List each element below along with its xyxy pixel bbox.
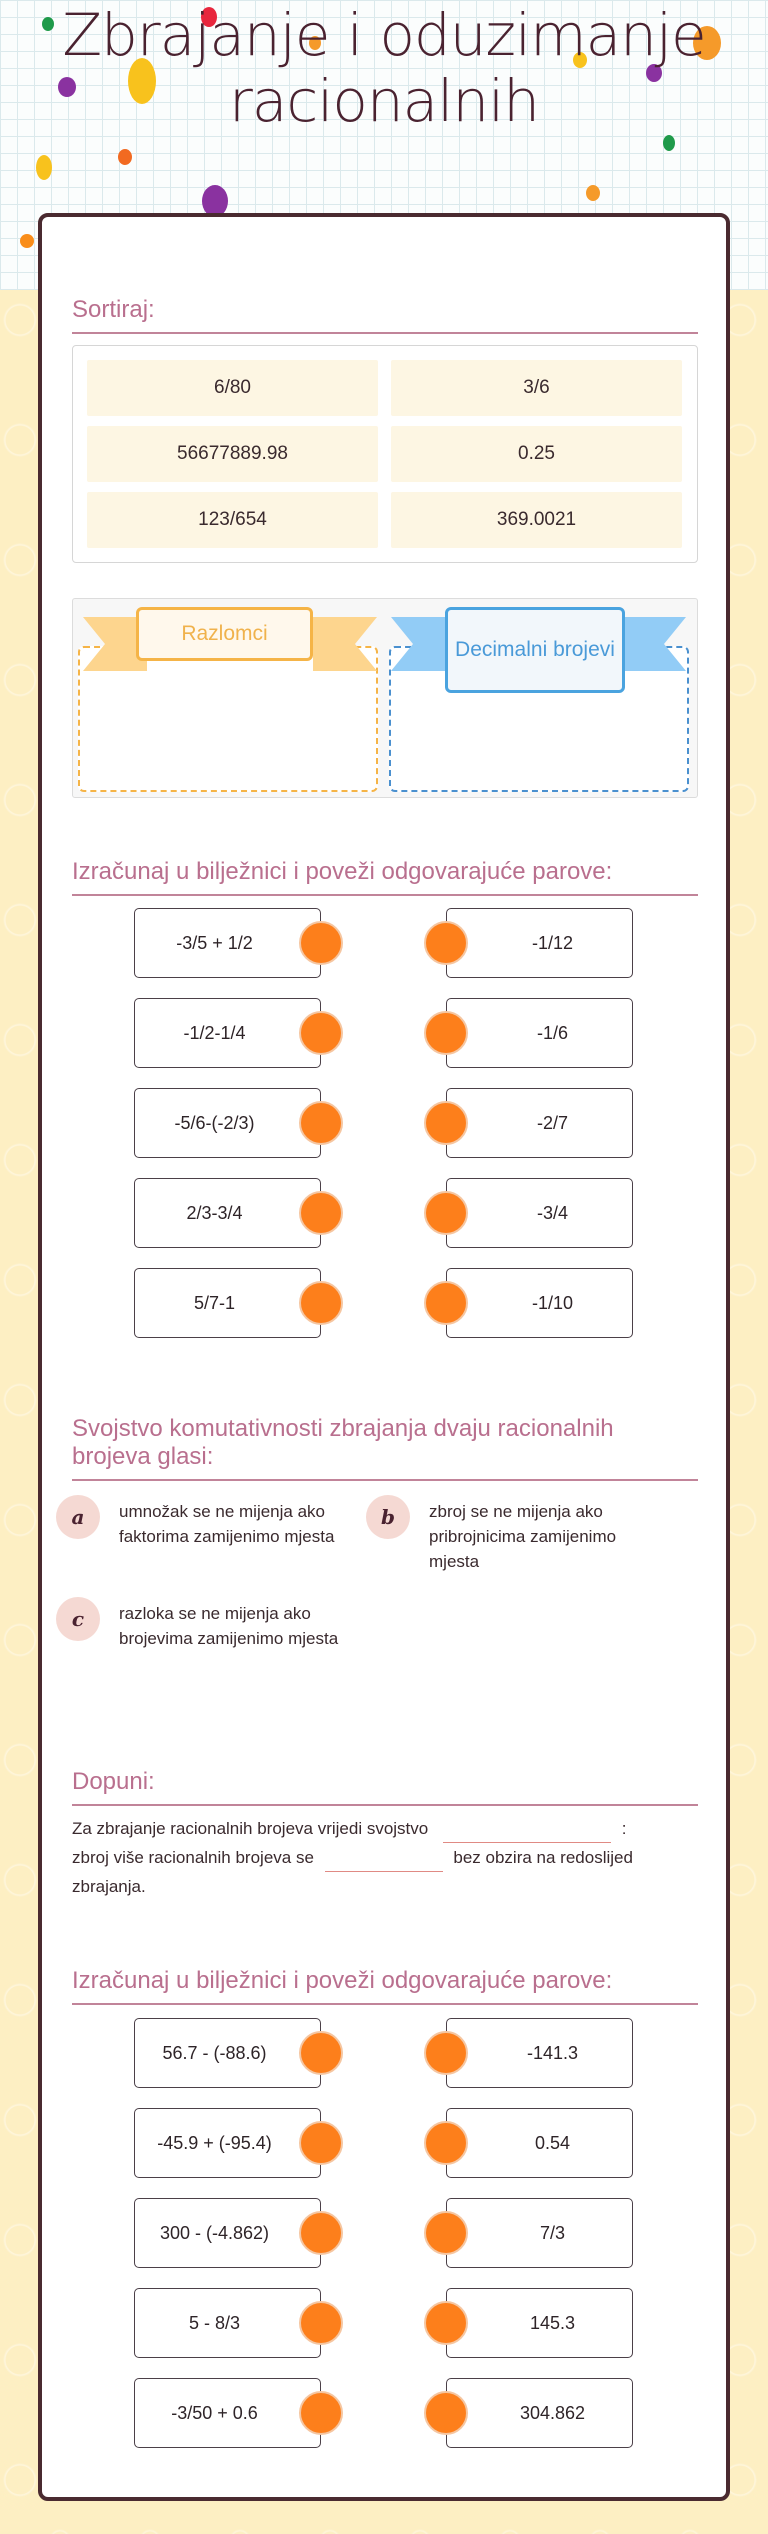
paint-splat-decoration bbox=[663, 135, 675, 151]
match-label: 0.54 bbox=[534, 2132, 571, 2153]
match-left-item[interactable] bbox=[134, 2378, 321, 2448]
connector-dot[interactable] bbox=[424, 2391, 468, 2435]
fill-blank-1[interactable] bbox=[443, 1819, 611, 1843]
worksheet-card bbox=[38, 213, 730, 2501]
connector-dot[interactable] bbox=[424, 1281, 468, 1325]
match-label: 7/3 bbox=[539, 2222, 566, 2243]
match-label: -1/2-1/4 bbox=[183, 1022, 246, 1043]
match-left-item[interactable] bbox=[134, 998, 321, 1068]
connector-dot[interactable] bbox=[424, 2301, 468, 2345]
match-left-item[interactable] bbox=[134, 1268, 321, 1338]
option-letter-badge: c bbox=[56, 1597, 100, 1641]
connector-dot[interactable] bbox=[299, 2031, 343, 2075]
sort-item[interactable]: 6/80 bbox=[87, 360, 378, 416]
match-right-item[interactable] bbox=[446, 908, 633, 978]
match-right-item[interactable] bbox=[446, 2288, 633, 2358]
connector-dot[interactable] bbox=[299, 1011, 343, 1055]
sort-item[interactable]: 369.0021 bbox=[391, 492, 682, 548]
match-label: -45.9 + (-95.4) bbox=[157, 2132, 272, 2153]
match-label: 304.862 bbox=[519, 2402, 586, 2423]
mcq-option-c[interactable] bbox=[56, 1597, 356, 1651]
match-right-item[interactable] bbox=[446, 2018, 633, 2088]
sort-items-pool bbox=[72, 345, 698, 563]
category-area bbox=[72, 598, 698, 798]
match-right-item[interactable] bbox=[446, 998, 633, 1068]
page-title: Zbrajanje i oduzimanje racionalnih bbox=[62, 1, 706, 135]
match-label: -1/12 bbox=[531, 932, 574, 953]
fill-text-part: : bbox=[621, 1819, 627, 1838]
match-left-item[interactable] bbox=[134, 1178, 321, 1248]
match-left-item[interactable] bbox=[134, 2288, 321, 2358]
connector-dot[interactable] bbox=[424, 2031, 468, 2075]
connector-dot[interactable] bbox=[299, 1191, 343, 1235]
match-left-item[interactable] bbox=[134, 908, 321, 978]
section-title-match-1: Izračunaj u bilježnici i poveži odgovarajuće parove: bbox=[72, 858, 698, 896]
option-letter-badge: a bbox=[56, 1495, 100, 1539]
match-label: 145.3 bbox=[529, 2312, 576, 2333]
match-label: 2/3-3/4 bbox=[186, 1202, 243, 1223]
ribbon-wing-icon bbox=[313, 617, 377, 671]
section-title-mcq: Svojstvo komutativnosti zbrajanja dvaju racionalnih brojeva glasi: bbox=[72, 1415, 698, 1481]
connector-dot[interactable] bbox=[299, 2211, 343, 2255]
paint-splat-decoration bbox=[36, 155, 52, 180]
connector-dot[interactable] bbox=[424, 921, 468, 965]
match-right-item[interactable] bbox=[446, 1088, 633, 1158]
option-letter-badge: b bbox=[366, 1495, 410, 1539]
match-label: -2/7 bbox=[536, 1112, 569, 1133]
match-label: 5 - 8/3 bbox=[188, 2312, 241, 2333]
match-right-item[interactable] bbox=[446, 2108, 633, 2178]
sort-item[interactable]: 3/6 bbox=[391, 360, 682, 416]
fill-blank-2[interactable] bbox=[325, 1848, 443, 1872]
match-label: 300 - (-4.862) bbox=[159, 2222, 270, 2243]
option-text: razloka se ne mijenja ako brojevima zamijenimo mjesta bbox=[119, 1604, 339, 1648]
match-label: -3/5 + 1/2 bbox=[176, 932, 253, 953]
option-text: umnožak se ne mijenja ako faktorima zamijenimo mjesta bbox=[119, 1502, 335, 1546]
match-left-item[interactable] bbox=[134, 2198, 321, 2268]
match-left-item[interactable] bbox=[134, 1088, 321, 1158]
match-label: -5/6-(-2/3) bbox=[174, 1112, 255, 1133]
match-right-item[interactable] bbox=[446, 1178, 633, 1248]
match-right-item[interactable] bbox=[446, 2198, 633, 2268]
connector-dot[interactable] bbox=[299, 1281, 343, 1325]
match-label: -141.3 bbox=[526, 2042, 579, 2063]
match-label: 56.7 - (-88.6) bbox=[162, 2042, 267, 2063]
mcq-option-b[interactable] bbox=[366, 1495, 666, 1574]
connector-dot[interactable] bbox=[424, 1191, 468, 1235]
connector-dot[interactable] bbox=[299, 2391, 343, 2435]
match-label: -3/4 bbox=[536, 1202, 569, 1223]
sort-item[interactable]: 56677889.98 bbox=[87, 426, 378, 482]
paint-splat-decoration bbox=[20, 234, 34, 248]
match-left-item[interactable] bbox=[134, 2018, 321, 2088]
match-left-item[interactable] bbox=[134, 2108, 321, 2178]
match-label: -1/6 bbox=[536, 1022, 569, 1043]
category-label-razlomci: Razlomci bbox=[136, 607, 313, 661]
connector-dot[interactable] bbox=[424, 1101, 468, 1145]
ribbon-wing-icon bbox=[622, 617, 686, 671]
section-title-match-2: Izračunaj u bilježnici i poveži odgovarajuće parove: bbox=[72, 1967, 698, 2005]
match-label: 5/7-1 bbox=[193, 1292, 236, 1313]
match-right-item[interactable] bbox=[446, 2378, 633, 2448]
sort-item[interactable]: 123/654 bbox=[87, 492, 378, 548]
connector-dot[interactable] bbox=[299, 1101, 343, 1145]
connector-dot[interactable] bbox=[424, 2121, 468, 2165]
category-label-decimalni-brojevi: Decimalni brojevi bbox=[445, 607, 625, 693]
paint-splat-decoration bbox=[118, 149, 132, 165]
connector-dot[interactable] bbox=[424, 2211, 468, 2255]
mcq-option-a[interactable] bbox=[56, 1495, 356, 1549]
fill-text-part: Za zbrajanje racionalnih brojeva vrijedi svojstvo bbox=[72, 1819, 429, 1838]
sort-item[interactable]: 0.25 bbox=[391, 426, 682, 482]
section-title-fill: Dopuni: bbox=[72, 1768, 698, 1806]
match-right-item[interactable] bbox=[446, 1268, 633, 1338]
connector-dot[interactable] bbox=[424, 1011, 468, 1055]
fill-in-paragraph bbox=[72, 1814, 698, 1901]
match-label: -3/50 + 0.6 bbox=[171, 2402, 258, 2423]
match-label: -1/10 bbox=[531, 1292, 574, 1313]
paint-splat-decoration bbox=[586, 185, 600, 201]
fill-text-part: zbroj više racionalnih brojeva se bbox=[72, 1848, 314, 1867]
connector-dot[interactable] bbox=[299, 921, 343, 965]
connector-dot[interactable] bbox=[299, 2121, 343, 2165]
option-text: zbroj se ne mijenja ako pribrojnicima zamijenimo mjesta bbox=[429, 1502, 617, 1571]
section-title-sort: Sortiraj: bbox=[72, 296, 698, 334]
connector-dot[interactable] bbox=[299, 2301, 343, 2345]
fill-text-part: bez obzira na redoslijed zbrajanja. bbox=[72, 1848, 633, 1896]
